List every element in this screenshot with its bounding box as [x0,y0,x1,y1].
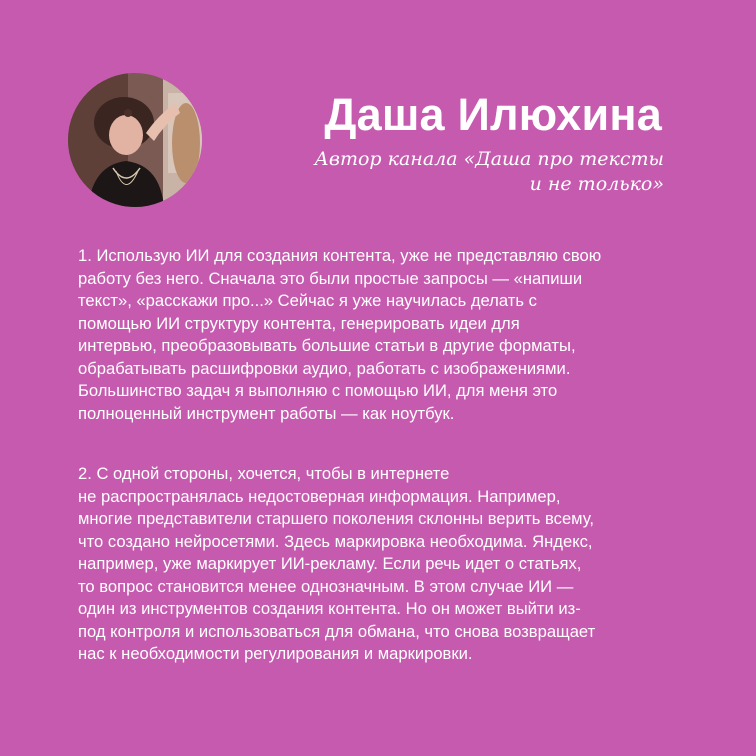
text-line: полноценный инструмент работы — как ноутбук. [78,403,455,423]
author-name: Даша Илюхина [324,89,662,140]
author-avatar [68,73,202,207]
text-line: помощью ИИ структуру контента, генерировать идеи для [78,313,520,333]
text-line: под контроля и использоваться для обмана, что снова возвращает [78,621,596,641]
author-subtitle [244,147,664,197]
subtitle-line: Автор канала «Даша про тексты [314,148,664,170]
author-photo [68,73,202,207]
text-line: 1. Использую ИИ для создания контента, уже не представляю свою [78,246,602,265]
text-line: интервью, преобразовывать большие статьи в другие форматы, [78,336,576,355]
text-line: то вопрос становится менее однозначным. В этом случае ИИ — [78,576,574,596]
text-line: 2. С одной стороны, хочется, чтобы в интернете [78,464,450,483]
text-line: не распространялась недостоверная информация. Например, [78,486,561,506]
text-line: например, уже маркирует ИИ-рекламу. Если речь идет о статьях, [78,554,582,573]
text-line: нас к необходимости регулирования и маркировки. [78,644,473,663]
text-line: один из инструментов создания контента. Но он может выйти из- [78,599,581,618]
text-line: многие представители старшего поколения склонны верить всему, [78,509,595,528]
answer-paragraph-1 [78,245,688,425]
answer-paragraph-2 [78,463,688,666]
text-line: что создано нейросетями. Здесь маркировка необходима. Яндекс, [78,531,593,551]
text-line: текст», «расскажи про...» Сейчас я уже научилась делать с [78,291,537,310]
text-line: работу без него. Сначала это были простые запросы — «напиши [78,268,583,288]
text-line: Большинство задач я выполняю с помощью ИИ, для меня это [78,381,558,400]
subtitle-line: и не только» [529,173,664,195]
text-line: обрабатывать расшифровки аудио, работать с изображениями. [78,358,571,378]
